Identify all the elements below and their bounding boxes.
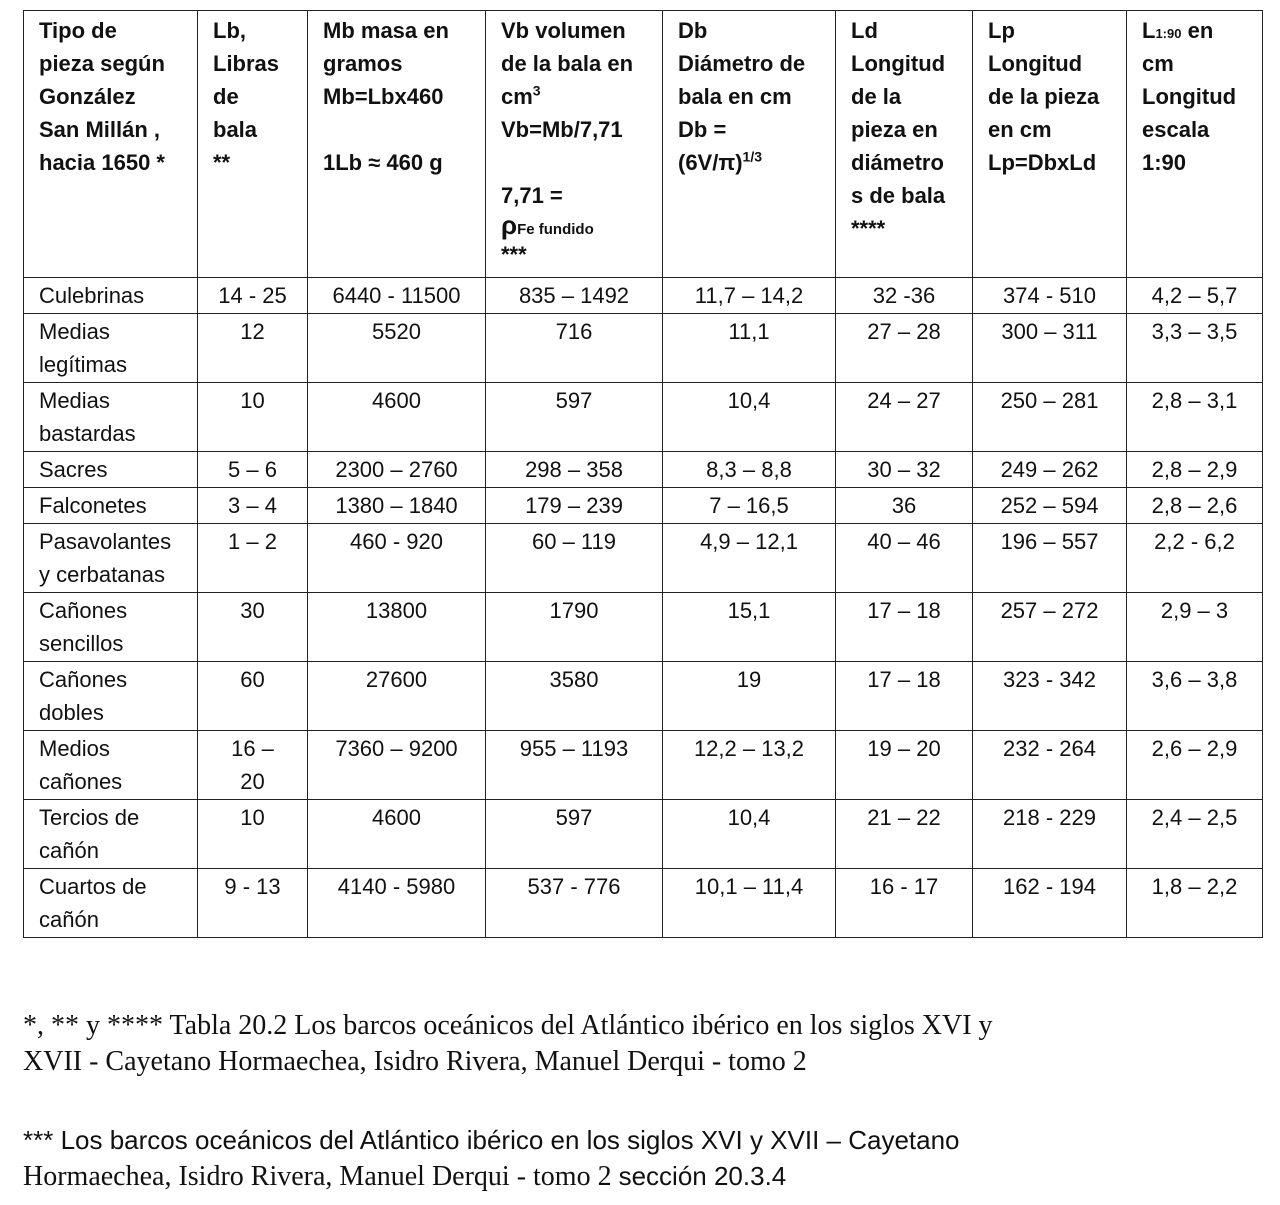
cell-lb-line: 3 – 4 <box>228 493 277 518</box>
cell-lb-line: 9 - 13 <box>224 874 281 899</box>
header-line: Longitud <box>988 51 1083 76</box>
cell-mb: 13800 <box>308 593 486 662</box>
header-mb-line: 1Lb ≈ 460 g <box>323 150 443 175</box>
table-row <box>24 524 1263 593</box>
cell-l90: 4,2 – 5,7 <box>1127 278 1263 314</box>
header-db <box>663 11 836 278</box>
cell-tipo-line: Medias <box>39 388 110 413</box>
cell-lb <box>198 488 308 524</box>
cell-tipo <box>24 593 198 662</box>
cell-tipo-line: sencillos <box>39 631 124 656</box>
header-line: diámetro <box>851 150 944 175</box>
header-line: Lb, <box>213 18 246 43</box>
cell-l90: 2,4 – 2,5 <box>1127 800 1263 869</box>
cell-lb <box>198 314 308 383</box>
cell-vb: 298 – 358 <box>486 452 663 488</box>
footnote-2-line <box>23 1158 1263 1195</box>
header-line: Libras <box>213 51 280 76</box>
cell-tipo <box>24 662 198 731</box>
cell-db: 10,4 <box>663 800 836 869</box>
header-ld <box>836 11 973 278</box>
table-row <box>24 452 1263 488</box>
cell-tipo-line: Medios <box>39 736 110 761</box>
table-row <box>24 278 1263 314</box>
cell-lb-line: 16 – <box>231 736 274 761</box>
header-l90-line: cm <box>1142 51 1174 76</box>
header-line: San Millán , <box>39 117 161 142</box>
cell-tipo-line: Sacres <box>39 457 108 482</box>
footnote-2-section: sección 20.3.4 <box>618 1161 787 1191</box>
header-mb-line: Mb masa en <box>323 18 449 43</box>
artillery-table <box>23 10 1263 938</box>
cell-tipo-line: Culebrinas <box>39 283 145 308</box>
cell-tipo-line: Medias <box>39 319 110 344</box>
cell-tipo-line: Pasavolantes <box>39 529 172 554</box>
cell-lb-line: 14 - 25 <box>218 283 287 308</box>
header-vb-line: 7,71 = <box>501 183 563 208</box>
cell-lb <box>198 731 308 800</box>
spacer <box>501 146 658 179</box>
header-line: pieza según <box>39 51 165 76</box>
cell-lb-line: 10 <box>240 805 265 830</box>
cell-db: 7 – 16,5 <box>663 488 836 524</box>
header-vb-line <box>501 80 658 113</box>
cell-tipo-line: cañón <box>39 838 99 863</box>
cell-mb: 6440 - 11500 <box>308 278 486 314</box>
cell-db: 19 <box>663 662 836 731</box>
cell-tipo-line: Cuartos de <box>39 874 147 899</box>
header-vb-line: de la bala en <box>501 51 634 76</box>
cell-tipo <box>24 383 198 452</box>
table-row <box>24 488 1263 524</box>
cell-mb: 7360 – 9200 <box>308 731 486 800</box>
header-line: hacia 1650 * <box>39 150 165 175</box>
table-body <box>24 278 1263 938</box>
header-line: s de bala <box>851 183 946 208</box>
footnote-1-line: *, ** y **** Tabla 20.2 Los barcos oceánicos del Atlántico ibérico en los siglos XVI y <box>23 1010 993 1041</box>
footnote-2-authors: Hormaechea, Isidro Rivera, Manuel Derqui - tomo 2 <box>23 1161 619 1192</box>
header-l90-line <box>1142 14 1258 47</box>
cell-mb: 1380 – 1840 <box>308 488 486 524</box>
cell-lb-line: 10 <box>240 388 265 413</box>
cell-vb: 835 – 1492 <box>486 278 663 314</box>
cell-mb: 460 - 920 <box>308 524 486 593</box>
header-line: de la pieza <box>988 84 1100 109</box>
cell-l90: 2,2 - 6,2 <box>1127 524 1263 593</box>
cell-tipo <box>24 800 198 869</box>
header-line: Longitud <box>851 51 946 76</box>
cell-lp: 196 – 557 <box>973 524 1127 593</box>
cell-lp: 323 - 342 <box>973 662 1127 731</box>
table-row <box>24 869 1263 938</box>
cell-tipo-line: cañones <box>39 769 123 794</box>
cell-tipo-line: bastardas <box>39 421 136 446</box>
cell-lb <box>198 662 308 731</box>
cell-ld: 27 – 28 <box>836 314 973 383</box>
header-vb-line: Vb=Mb/7,71 <box>501 117 623 142</box>
table-row <box>24 662 1263 731</box>
cell-tipo-line: y cerbatanas <box>39 562 165 587</box>
header-db-formula: (6V/π) <box>678 150 743 175</box>
header-vb-line: *** <box>501 242 527 267</box>
header-l90-rest: en <box>1181 18 1214 43</box>
rho-symbol: ρ <box>501 210 518 240</box>
cell-l90: 3,3 – 3,5 <box>1127 314 1263 383</box>
cell-lb-line: 12 <box>240 319 265 344</box>
cell-l90: 2,6 – 2,9 <box>1127 731 1263 800</box>
header-vb-exponent: 3 <box>532 82 541 99</box>
header-line: de la <box>851 84 902 109</box>
cell-mb: 4600 <box>308 800 486 869</box>
header-vb-line: Vb volumen <box>501 18 626 43</box>
header-line: en cm <box>988 117 1052 142</box>
cell-vb: 597 <box>486 383 663 452</box>
cell-tipo-line: Tercios de <box>39 805 140 830</box>
cell-mb: 27600 <box>308 662 486 731</box>
header-l90-subscript: 1:90 <box>1155 26 1182 41</box>
header-db-line: bala en cm <box>678 84 792 109</box>
cell-mb: 5520 <box>308 314 486 383</box>
cell-ld: 36 <box>836 488 973 524</box>
header-line: ** <box>213 150 231 175</box>
header-line: Tipo de <box>39 18 117 43</box>
cell-lb <box>198 452 308 488</box>
header-vb-unit: cm <box>501 84 533 109</box>
cell-lp: 257 – 272 <box>973 593 1127 662</box>
footnote-2-line: *** Los barcos oceánicos del Atlántico ibérico en los siglos XVI y XVII – Cayetano <box>23 1125 960 1155</box>
cell-ld: 40 – 46 <box>836 524 973 593</box>
header-vb-rho <box>501 212 658 243</box>
cell-lb <box>198 278 308 314</box>
cell-lp: 218 - 229 <box>973 800 1127 869</box>
cell-lp: 252 – 594 <box>973 488 1127 524</box>
header-db-exponent: 1/3 <box>742 148 762 165</box>
cell-db: 11,7 – 14,2 <box>663 278 836 314</box>
cell-db: 12,2 – 13,2 <box>663 731 836 800</box>
cell-ld: 16 - 17 <box>836 869 973 938</box>
cell-ld: 17 – 18 <box>836 662 973 731</box>
cell-mb: 2300 – 2760 <box>308 452 486 488</box>
cell-lb-line: 1 – 2 <box>228 529 277 554</box>
header-db-line: Db <box>678 18 708 43</box>
cell-db: 10,4 <box>663 383 836 452</box>
cell-tipo-line: dobles <box>39 700 104 725</box>
cell-tipo <box>24 869 198 938</box>
header-mb-line: gramos <box>323 51 403 76</box>
header-l90-line: escala <box>1142 117 1210 142</box>
cell-lb-line: 60 <box>240 667 265 692</box>
cell-lb-line: 20 <box>240 769 265 794</box>
header-mb-line: Mb=Lbx460 <box>323 84 444 109</box>
cell-vb: 955 – 1193 <box>486 731 663 800</box>
cell-tipo <box>24 488 198 524</box>
cell-l90: 3,6 – 3,8 <box>1127 662 1263 731</box>
spacer <box>323 113 481 146</box>
header-lb <box>198 11 308 278</box>
cell-lb <box>198 869 308 938</box>
cell-tipo-line: legítimas <box>39 352 128 377</box>
cell-l90: 2,9 – 3 <box>1127 593 1263 662</box>
header-db-line: Diámetro de <box>678 51 806 76</box>
cell-vb: 60 – 119 <box>486 524 663 593</box>
header-line: pieza en <box>851 117 938 142</box>
cell-lp: 249 – 262 <box>973 452 1127 488</box>
cell-db: 15,1 <box>663 593 836 662</box>
cell-lp: 300 – 311 <box>973 314 1127 383</box>
cell-lp: 374 - 510 <box>973 278 1127 314</box>
cell-l90: 2,8 – 2,6 <box>1127 488 1263 524</box>
cell-ld: 24 – 27 <box>836 383 973 452</box>
header-lp <box>973 11 1127 278</box>
cell-tipo <box>24 524 198 593</box>
cell-vb: 1790 <box>486 593 663 662</box>
cell-lp: 162 - 194 <box>973 869 1127 938</box>
header-db-line <box>678 146 831 179</box>
cell-tipo <box>24 452 198 488</box>
cell-ld: 17 – 18 <box>836 593 973 662</box>
header-l90-line: 1:90 <box>1142 150 1187 175</box>
cell-ld: 21 – 22 <box>836 800 973 869</box>
header-l90-line: Longitud <box>1142 84 1237 109</box>
footnote-2 <box>23 1122 1263 1195</box>
table-row <box>24 593 1263 662</box>
header-db-line: Db = <box>678 117 727 142</box>
cell-tipo-line: Falconetes <box>39 493 147 518</box>
cell-vb: 179 – 239 <box>486 488 663 524</box>
header-line: Lp <box>988 18 1015 43</box>
header-tipo <box>24 11 198 278</box>
cell-db: 8,3 – 8,8 <box>663 452 836 488</box>
footnote-1 <box>23 1008 1263 1080</box>
cell-tipo <box>24 731 198 800</box>
cell-lb-line: 30 <box>240 598 265 623</box>
cell-ld: 30 – 32 <box>836 452 973 488</box>
cell-db: 10,1 – 11,4 <box>663 869 836 938</box>
cell-db: 11,1 <box>663 314 836 383</box>
header-l90-letter: L <box>1142 18 1156 43</box>
cell-tipo-line: cañón <box>39 907 99 932</box>
table-row <box>24 731 1263 800</box>
header-line: **** <box>851 216 886 241</box>
cell-lb-line: 5 – 6 <box>228 457 277 482</box>
footnote-1-line: XVII - Cayetano Hormaechea, Isidro Rivera, Manuel Derqui - tomo 2 <box>23 1046 807 1077</box>
cell-lb <box>198 800 308 869</box>
cell-vb: 537 - 776 <box>486 869 663 938</box>
cell-tipo-line: Cañones <box>39 667 128 692</box>
cell-l90: 1,8 – 2,2 <box>1127 869 1263 938</box>
cell-mb: 4140 - 5980 <box>308 869 486 938</box>
cell-ld: 19 – 20 <box>836 731 973 800</box>
cell-ld: 32 -36 <box>836 278 973 314</box>
cell-lb <box>198 383 308 452</box>
header-l90 <box>1127 11 1263 278</box>
cell-tipo <box>24 314 198 383</box>
cell-vb: 3580 <box>486 662 663 731</box>
header-line: Lp=DbxLd <box>988 150 1097 175</box>
header-line: bala <box>213 117 258 142</box>
header-line: de <box>213 84 239 109</box>
header-row <box>24 11 1263 278</box>
cell-l90: 2,8 – 2,9 <box>1127 452 1263 488</box>
cell-mb: 4600 <box>308 383 486 452</box>
cell-lp: 232 - 264 <box>973 731 1127 800</box>
cell-lb <box>198 524 308 593</box>
cell-lb <box>198 593 308 662</box>
cell-vb: 597 <box>486 800 663 869</box>
cell-tipo-line: Cañones <box>39 598 128 623</box>
cell-tipo <box>24 278 198 314</box>
cell-vb: 716 <box>486 314 663 383</box>
rho-subscript: Fe fundido <box>517 221 594 238</box>
table-row <box>24 383 1263 452</box>
cell-l90: 2,8 – 3,1 <box>1127 383 1263 452</box>
header-line: Ld <box>851 18 878 43</box>
header-line: González <box>39 84 136 109</box>
table-row <box>24 314 1263 383</box>
header-mb <box>308 11 486 278</box>
header-vb <box>486 11 663 278</box>
table-row <box>24 800 1263 869</box>
cell-db: 4,9 – 12,1 <box>663 524 836 593</box>
cell-lp: 250 – 281 <box>973 383 1127 452</box>
